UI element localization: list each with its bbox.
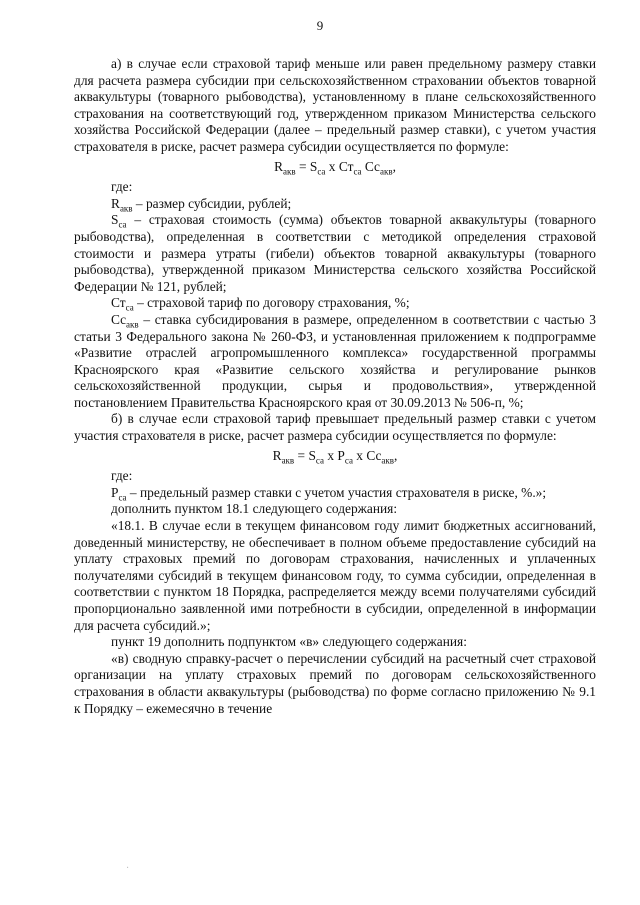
formula-1-r-sub: акв (283, 166, 296, 177)
definition-cc-symbol: Сс (111, 311, 127, 327)
definition-cc-text: – ставка субсидирования в размере, определенном в соответствии с частью 3 статьи 3 Федерального закона № 260-ФЗ, и установленная приложением к подпрограмме «Развитие отраслей агропромышленного комплекса» государственной программы Красноярского края «Развитие сельского хозяйства и регулирование рынков сельскохозяйственной продукции, сырья и продовольствия», утвержденной постановлением Правительства Красноярского края от 30.09.2013 № 506-п, %; (74, 311, 596, 410)
definition-p-sub: са (118, 492, 127, 503)
page-number: 9 (316, 18, 324, 33)
paragraph-a: а) в случае если страховой тариф меньше или равен предельному размеру ставки для расчета размера субсидии при сельскохозяйственном страховании объектов товарной аквакультуры (товарного рыбоводства), установленному в плане сельскохозяйственного страхования на соответствующий год, утвержденном приказом Министерства сельского хозяйства Российской Федерации (далее – предельный размер ставки), с учетом участия страхователя в риске, расчет размера субсидии осуществляется по формуле: (74, 56, 596, 154)
formula-1-cc: Сс (364, 158, 380, 174)
formula-1-eq: = (295, 158, 310, 174)
where-label-1: где: (111, 179, 133, 195)
definition-s (74, 212, 596, 295)
definition-r-sub: акв (119, 203, 133, 214)
definition-r-symbol: R (111, 195, 120, 211)
formula-2-s-sub: са (315, 455, 324, 466)
definition-st-text: – страховой тариф по договору страхования, %; (133, 295, 410, 311)
definition-p (74, 485, 596, 502)
paragraph-18-1: «18.1. В случае если в текущем финансовом году лимит бюджетных ассигнований, доведенный министерству, не обеспечивает в полном объеме предоставление субсидий на уплату страховых премий по договорам страхования, начисленных и уплаченных получателями субсидий в текущем финансовом году, то сумма субсидии, определенная в соответствии с пунктом 18 Порядка, распределяется между всеми получателями субсидий пропорционально заявленной ими потребности в субсидии, определенной в информации для расчета субсидий.»; (74, 518, 596, 633)
definition-st-sub: са (125, 302, 134, 313)
definition-cc-sub: акв (126, 319, 139, 330)
formula-2-x2: x (352, 447, 367, 463)
definition-s-text: – страховая стоимость (сумма) объектов товарной аквакультуры (товарного рыбоводства), определенная в соответствии с методикой определения страховой стоимости и размера утраты (гибели) объектов товарной аквакультуры (товарного рыбоводства), утвержденной приказом Министерства сельского хозяйства Российской Федерации № 121, рублей; (74, 212, 596, 294)
formula-2-cc-sub: акв (381, 455, 395, 466)
formula-2-tail: , (394, 447, 398, 463)
formula-2-x1: x (324, 447, 338, 463)
definition-s-symbol: S (111, 212, 119, 228)
formula-2-cc: Сс (366, 447, 382, 463)
formula-2-s: S (308, 447, 316, 463)
definition-st-symbol: Ст (111, 295, 126, 311)
definition-r-text: – размер субсидии, рублей; (132, 195, 292, 211)
document-body (74, 56, 596, 717)
formula-1 (74, 159, 596, 176)
definition-st (74, 295, 596, 312)
definition-p-text: – предельный размер ставки с учетом участия страхователя в риске, %.»; (126, 484, 547, 500)
where-label-2: где: (111, 468, 133, 484)
formula-1-s-sub: са (317, 166, 326, 177)
formula-1-s: S (309, 158, 318, 174)
paragraph-b: б) в случае если страховой тариф превышает предельный размер ставки с учетом участия страхователя в риске, расчет размера субсидии осуществляется по формуле: (74, 411, 596, 444)
formula-1-r: R (274, 158, 283, 174)
formula-1-tail: , (392, 158, 396, 174)
paragraph-19: пункт 19 дополнить подпунктом «в» следующего содержания: (111, 634, 467, 650)
formula-2 (74, 448, 596, 465)
formula-2-p: Р (337, 447, 345, 463)
definition-s-sub: са (118, 220, 127, 231)
formula-2-r-sub: акв (281, 455, 295, 466)
formula-1-st-sub: са (353, 166, 362, 177)
definition-cc (74, 312, 596, 412)
formula-2-r: R (272, 447, 282, 463)
paragraph-v: «в) сводную справку-расчет о перечислении субсидий на расчетный счет страховой организации на уплату страховых премий по договорам сельскохозяйственного страхования в области аквакультуры (рыбоводства) по форме согласно приложению № 9.1 к Порядку – ежемесячно в течение (74, 650, 596, 716)
paragraph-add-18-1: дополнить пунктом 18.1 следующего содержания: (111, 501, 398, 517)
formula-2-eq: = (294, 447, 309, 463)
formula-1-x: x (325, 158, 339, 174)
scan-speck: . (126, 860, 130, 871)
definition-p-symbol: Р (111, 484, 119, 500)
formula-1-cc-sub: акв (379, 166, 393, 177)
formula-2-p-sub: са (344, 455, 353, 466)
definition-r (74, 196, 596, 213)
formula-1-st: Ст (338, 158, 354, 174)
